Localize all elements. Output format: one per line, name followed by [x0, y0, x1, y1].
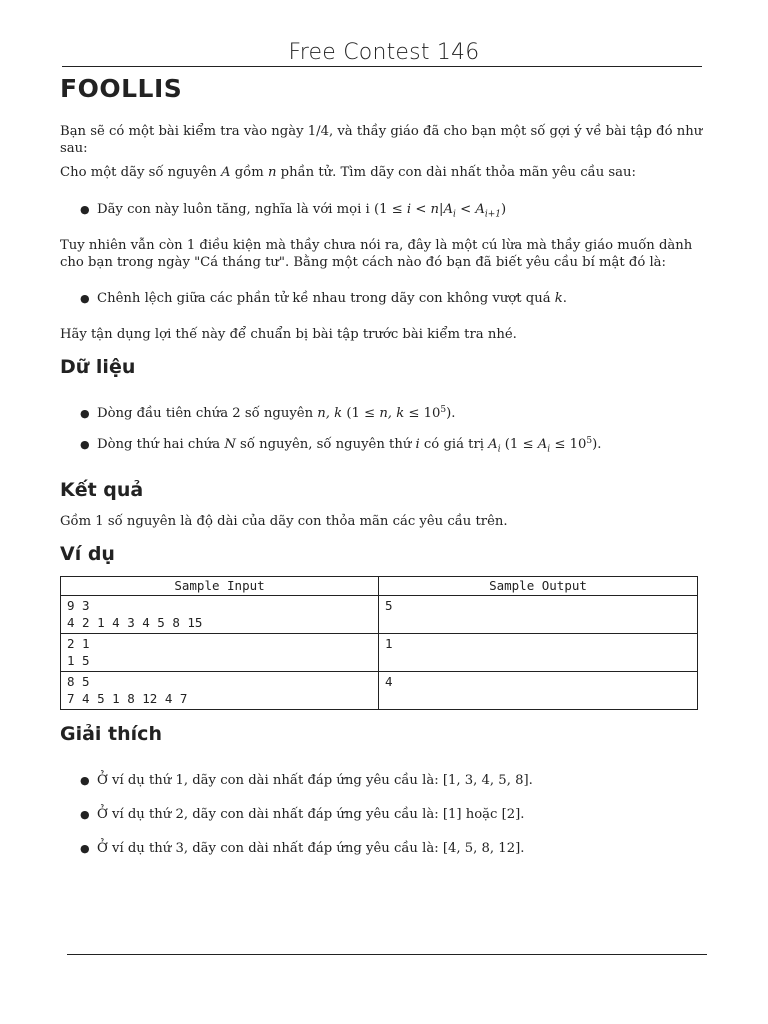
cond1-sub1: i	[453, 209, 456, 220]
sample-input-cell: 8 5 7 4 5 1 8 12 4 7	[61, 672, 379, 710]
explanation-text: Ở ví dụ thứ 3, dãy con dài nhất đáp ứng yêu cầu là: [4, 5, 8, 12].	[97, 841, 525, 856]
examples-heading: Ví dụ	[60, 543, 115, 565]
table-row	[61, 596, 698, 634]
sample-input-cell: 9 3 4 2 1 4 3 4 5 8 15	[61, 596, 379, 634]
task-var-a: A	[221, 165, 231, 180]
table-row	[61, 634, 698, 672]
input-line2	[80, 436, 700, 459]
line2-cons-sub: i	[547, 444, 551, 455]
condition-increasing	[80, 201, 700, 224]
explanation-item-1	[80, 772, 700, 789]
line2-mid: số nguyên, số nguyên thứ	[235, 437, 416, 452]
sample-input-cell: 2 1 1 5	[61, 634, 379, 672]
line2-text: Dòng thứ hai chứa	[97, 437, 225, 452]
task-suffix: phần tử. Tìm dãy con dài nhất thỏa mãn yêu cầu sau:	[276, 165, 636, 180]
line1-math: n, k	[317, 406, 343, 421]
input-line1	[80, 405, 700, 422]
cond1-lt: < A	[455, 202, 485, 217]
bullet-icon: ●	[80, 203, 90, 216]
line2-n: N	[224, 437, 236, 452]
input-heading: Dữ liệu	[60, 356, 136, 378]
cond1-sub2: i+1	[484, 209, 502, 220]
bullet-icon: ●	[80, 808, 90, 821]
closing-paragraph: Hãy tận dụng lợi thế này để chuẩn bị bài tập trước bài kiểm tra nhé.	[60, 327, 517, 342]
line2-cons-a: A	[537, 437, 548, 452]
table-header-row	[61, 577, 698, 596]
explanation-item-2	[80, 806, 700, 823]
explanation-heading: Giải thích	[60, 723, 162, 745]
task-var-n: n	[267, 165, 277, 180]
line1-cons-end: ≤ 10	[404, 406, 441, 421]
cond2-text: Chênh lệch giữa các phần tử kề nhau trong dãy con không vượt quá	[97, 291, 555, 306]
line2-a: A	[488, 437, 498, 452]
sample-output-cell: 5	[379, 596, 698, 634]
task-paragraph	[60, 164, 705, 181]
line2-cons: (1 ≤	[500, 437, 538, 452]
twist-paragraph: Tuy nhiên vẫn còn 1 điều kiện mà thầy chưa nói ra, đây là một cú lừa mà thầy giáo muốn dành cho bạn trong ngày "Cá tháng tư". Bằng một cách nào đó bạn đã biết yêu cầu bí mật đó là:	[60, 238, 693, 270]
cond1-text: Dãy con này luôn tăng, nghĩa là với mọi i (1 ≤	[97, 202, 407, 217]
line1-cons: (1 ≤	[342, 406, 380, 421]
line2-exp: 5	[586, 436, 593, 446]
intro-paragraph: Bạn sẽ có một bài kiểm tra vào ngày 1/4, và thầy giáo đã cho bạn một số gợi ý về bài tập đó như sau:	[60, 124, 703, 156]
task-mid: gồm	[230, 165, 268, 180]
samples-table	[60, 576, 698, 710]
bullet-icon: ●	[80, 292, 90, 305]
line2-i: i	[415, 437, 420, 452]
line1-text: Dòng đầu tiên chứa 2 số nguyên	[97, 406, 318, 421]
task-prefix: Cho một dãy số nguyên	[60, 165, 221, 180]
header-rule	[62, 66, 702, 67]
output-description: Gồm 1 số nguyên là độ dài của dãy con thỏa mãn các yêu cầu trên.	[60, 514, 508, 529]
sample-input-header: Sample Input	[61, 577, 379, 596]
contest-title: Free Contest 146	[288, 40, 480, 65]
problem-title: FOOLLIS	[60, 74, 183, 103]
line1-exp: 5	[440, 405, 447, 415]
cond1-math: i < n|A	[406, 202, 454, 217]
sample-output-header: Sample Output	[379, 577, 698, 596]
explanation-item-3	[80, 840, 700, 857]
table-row	[61, 672, 698, 710]
explanation-text: Ở ví dụ thứ 2, dãy con dài nhất đáp ứng yêu cầu là: [1] hoặc [2].	[97, 807, 525, 822]
cond1-end: )	[501, 202, 507, 217]
line2-cons-end: ≤ 10	[550, 437, 587, 452]
line2-a-sub: i	[497, 444, 501, 455]
line1-end: ).	[446, 406, 456, 421]
sample-output-cell: 4	[379, 672, 698, 710]
line2-mid2: có giá trị	[419, 437, 489, 452]
line1-cons-math: n, k	[379, 406, 405, 421]
sample-output-cell: 1	[379, 634, 698, 672]
line2-end: ).	[592, 437, 602, 452]
bullet-icon: ●	[80, 438, 90, 451]
condition-difference	[80, 290, 700, 307]
bullet-icon: ●	[80, 407, 90, 420]
footer-rule	[67, 954, 707, 955]
cond2-end: .	[562, 291, 567, 306]
explanation-text: Ở ví dụ thứ 1, dãy con dài nhất đáp ứng yêu cầu là: [1, 3, 4, 5, 8].	[97, 773, 533, 788]
bullet-icon: ●	[80, 842, 90, 855]
output-heading: Kết quả	[60, 479, 144, 501]
cond2-k: k	[554, 291, 563, 306]
bullet-icon: ●	[80, 774, 90, 787]
